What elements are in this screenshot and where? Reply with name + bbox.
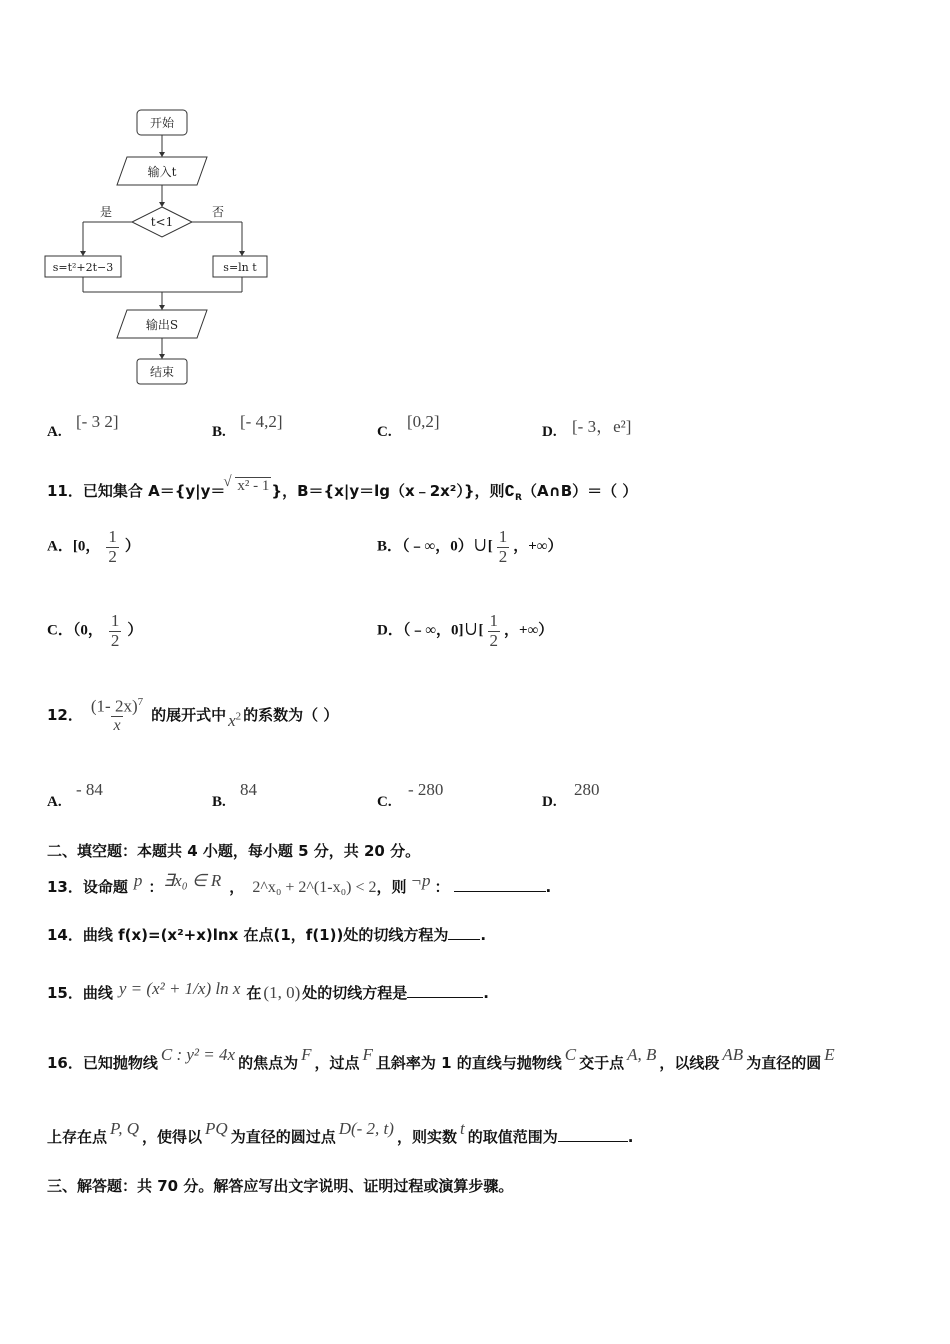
question-16-line-2: 上存在点 P, Q ，使得以 PQ 为直径的圆过点 D(- 2, t) ，则实数 t 的取值范围为 .: [47, 1119, 634, 1146]
q12-number: 12．: [47, 705, 83, 724]
q12-term: $x^2$: [228, 710, 242, 730]
q10-option-d-value: [- 3，e²]: [572, 417, 632, 436]
q11-option-c-frac: $\frac{1}{2}$: [110, 611, 120, 650]
q12-option-b-label: B.: [212, 794, 226, 810]
q10-option-b-label: B.: [212, 424, 226, 440]
question-15: 15．曲线 y = (x² + 1/x) ln x 在 (1, 0) 处的切线方程是 .: [47, 979, 489, 1002]
q16-text-line1-8: 交于点: [579, 1054, 625, 1072]
question-12: [47, 696, 338, 735]
q12-option-a-label: A.: [47, 794, 62, 810]
question-13: 13．设命题 p ：∃x₀ ∈ R ， 2^x₀ + 2^(1-x₀) < 2，则 ¬p ： .: [47, 871, 552, 896]
flowchart-yes-label: 是: [99, 205, 113, 219]
q16-text-line2-4: 为直径的圆过点: [230, 1128, 336, 1146]
q11-stem-b: }，B＝{x|y＝lg（x﹣2x²）}，则∁: [271, 482, 515, 500]
q12-fraction: $\frac{(1- 2x)^7}{x}$: [90, 696, 144, 735]
q12-option-d-value: 280: [574, 780, 600, 799]
question-11: [47, 474, 638, 503]
q16-text-line1-4: ，过点: [314, 1054, 360, 1072]
q16-text-line1-6: 且斜率为 1 的直线与抛物线: [375, 1054, 562, 1072]
section-3-heading: 三、解答题：共 70 分。解答应写出文字说明、证明过程或演算步骤。: [47, 1177, 514, 1195]
q14-answer-blank[interactable]: [448, 925, 480, 940]
q10-option-a-label: A.: [47, 424, 62, 440]
q15-formula: y = (x² + 1/x) ln x: [118, 979, 241, 998]
q12-option-b-value: 84: [240, 780, 257, 799]
q11-stem-c: （A∩B）＝（ ）: [521, 482, 638, 500]
flowchart-right-box-label: s=ln t: [223, 261, 257, 274]
q15-point: (1, 0): [263, 983, 301, 1002]
q12-text-a: 的展开式中: [151, 705, 227, 724]
q11-number: 11．: [47, 482, 83, 500]
q16-math-line1-13: E: [824, 1045, 835, 1064]
q12-option-d-label: D.: [542, 794, 557, 810]
q16-text-line2-8: 的取值范围为: [467, 1128, 558, 1146]
q16-text-line1-0: 已知抛物线: [82, 1054, 158, 1072]
q16-text-line2-2: ，使得以: [142, 1128, 203, 1146]
q16-math-line1-9: A, B: [627, 1045, 657, 1064]
q13-exists: ∃x₀ ∈ R: [163, 871, 222, 890]
q16-math-line1-1: C : y² = 4x: [160, 1045, 236, 1064]
q16-math-line1-7: C: [564, 1045, 577, 1064]
q13-answer-blank[interactable]: [454, 877, 546, 892]
flowchart-start-label: 开始: [149, 116, 175, 130]
flowchart-left-box-label: s=t²+2t−3: [52, 261, 114, 274]
q16-text-line1-2: 的焦点为: [238, 1054, 299, 1072]
q11-option-d: D．（﹣∞，0]∪[ $\frac{1}{2}$ ，+∞）: [377, 611, 554, 650]
q16-text-line1-10: ，以线段: [659, 1054, 720, 1072]
q16-math-line2-1: P, Q: [110, 1119, 139, 1138]
q13-not-p: ¬p: [410, 871, 431, 890]
q10-option-d-label: D.: [542, 424, 557, 440]
flowchart-no-label: 否: [211, 205, 225, 219]
q11-option-a-frac: $\frac{1}{2}$: [108, 527, 117, 566]
q16-text-line2-0: 上存在点: [47, 1128, 108, 1146]
q11-option-a: A．[0， $\frac{1}{2}$ ）: [47, 527, 140, 566]
q12-option-a-value: - 84: [76, 780, 103, 799]
q13-inequality: 2^x₀ + 2^(1-x₀) < 2: [252, 879, 377, 896]
q11-option-b: B．（﹣∞，0）∪[ $\frac{1}{2}$ ，+∞）: [377, 527, 563, 566]
q12-option-c-label: C.: [377, 794, 392, 810]
flowchart: [40, 105, 280, 390]
q16-math-line2-5: D(- 2, t): [338, 1119, 394, 1138]
q11-sub: R: [515, 493, 522, 503]
q16-math-line2-7: t: [459, 1119, 465, 1138]
q16-text-line2-6: ，则实数: [396, 1128, 457, 1146]
section-2-heading: 二、填空题：本题共 4 小题，每小题 5 分，共 20 分。: [47, 842, 421, 860]
q16-math-line1-5: F: [362, 1045, 373, 1064]
q11-option-c: C．（0， $\frac{1}{2}$ ）: [47, 611, 143, 650]
flowchart-input-label: 输入t: [147, 165, 177, 179]
q15-answer-blank[interactable]: [407, 983, 483, 998]
q11-option-b-frac: $\frac{1}{2}$: [498, 527, 508, 566]
q10-option-b-value: [- 4,2]: [240, 412, 283, 431]
question-16-line-1: 16．已知抛物线 C : y² = 4x 的焦点为 F ，过点 F 且斜率为 1 的直线与抛物线 C 交于点 A, B ，以线段 AB 为直径的圆 E: [47, 1045, 835, 1072]
q12-option-c-value: - 280: [408, 780, 444, 799]
q16-math-line1-11: AB: [722, 1045, 744, 1064]
question-14: 14．曲线 f(x)=(x²+x)lnx 在点(1，f(1))处的切线方程为 .: [47, 926, 487, 944]
q11-option-d-frac: $\frac{1}{2}$: [489, 611, 499, 650]
q10-option-c-label: C.: [377, 424, 392, 440]
q13-p: p: [133, 871, 143, 890]
q16-text-line1-12: 为直径的圆: [746, 1054, 822, 1072]
q12-text-b: 的系数为（ ）: [243, 705, 339, 724]
q10-option-a-value: [- 3 2]: [76, 412, 119, 431]
q16-math-line1-3: F: [301, 1045, 312, 1064]
q16-answer-blank[interactable]: [558, 1127, 628, 1142]
q10-option-c-value: [0,2]: [407, 412, 440, 431]
q11-sqrt: x² - 1 √: [223, 474, 270, 494]
flowchart-decision-label: t<1: [150, 215, 174, 229]
q16-math-line2-3: PQ: [205, 1119, 228, 1138]
q11-stem-a: 已知集合 A＝{y|y＝: [82, 482, 226, 500]
flowchart-output-label: 输出S: [145, 318, 179, 332]
flowchart-end-label: 结束: [149, 365, 175, 379]
